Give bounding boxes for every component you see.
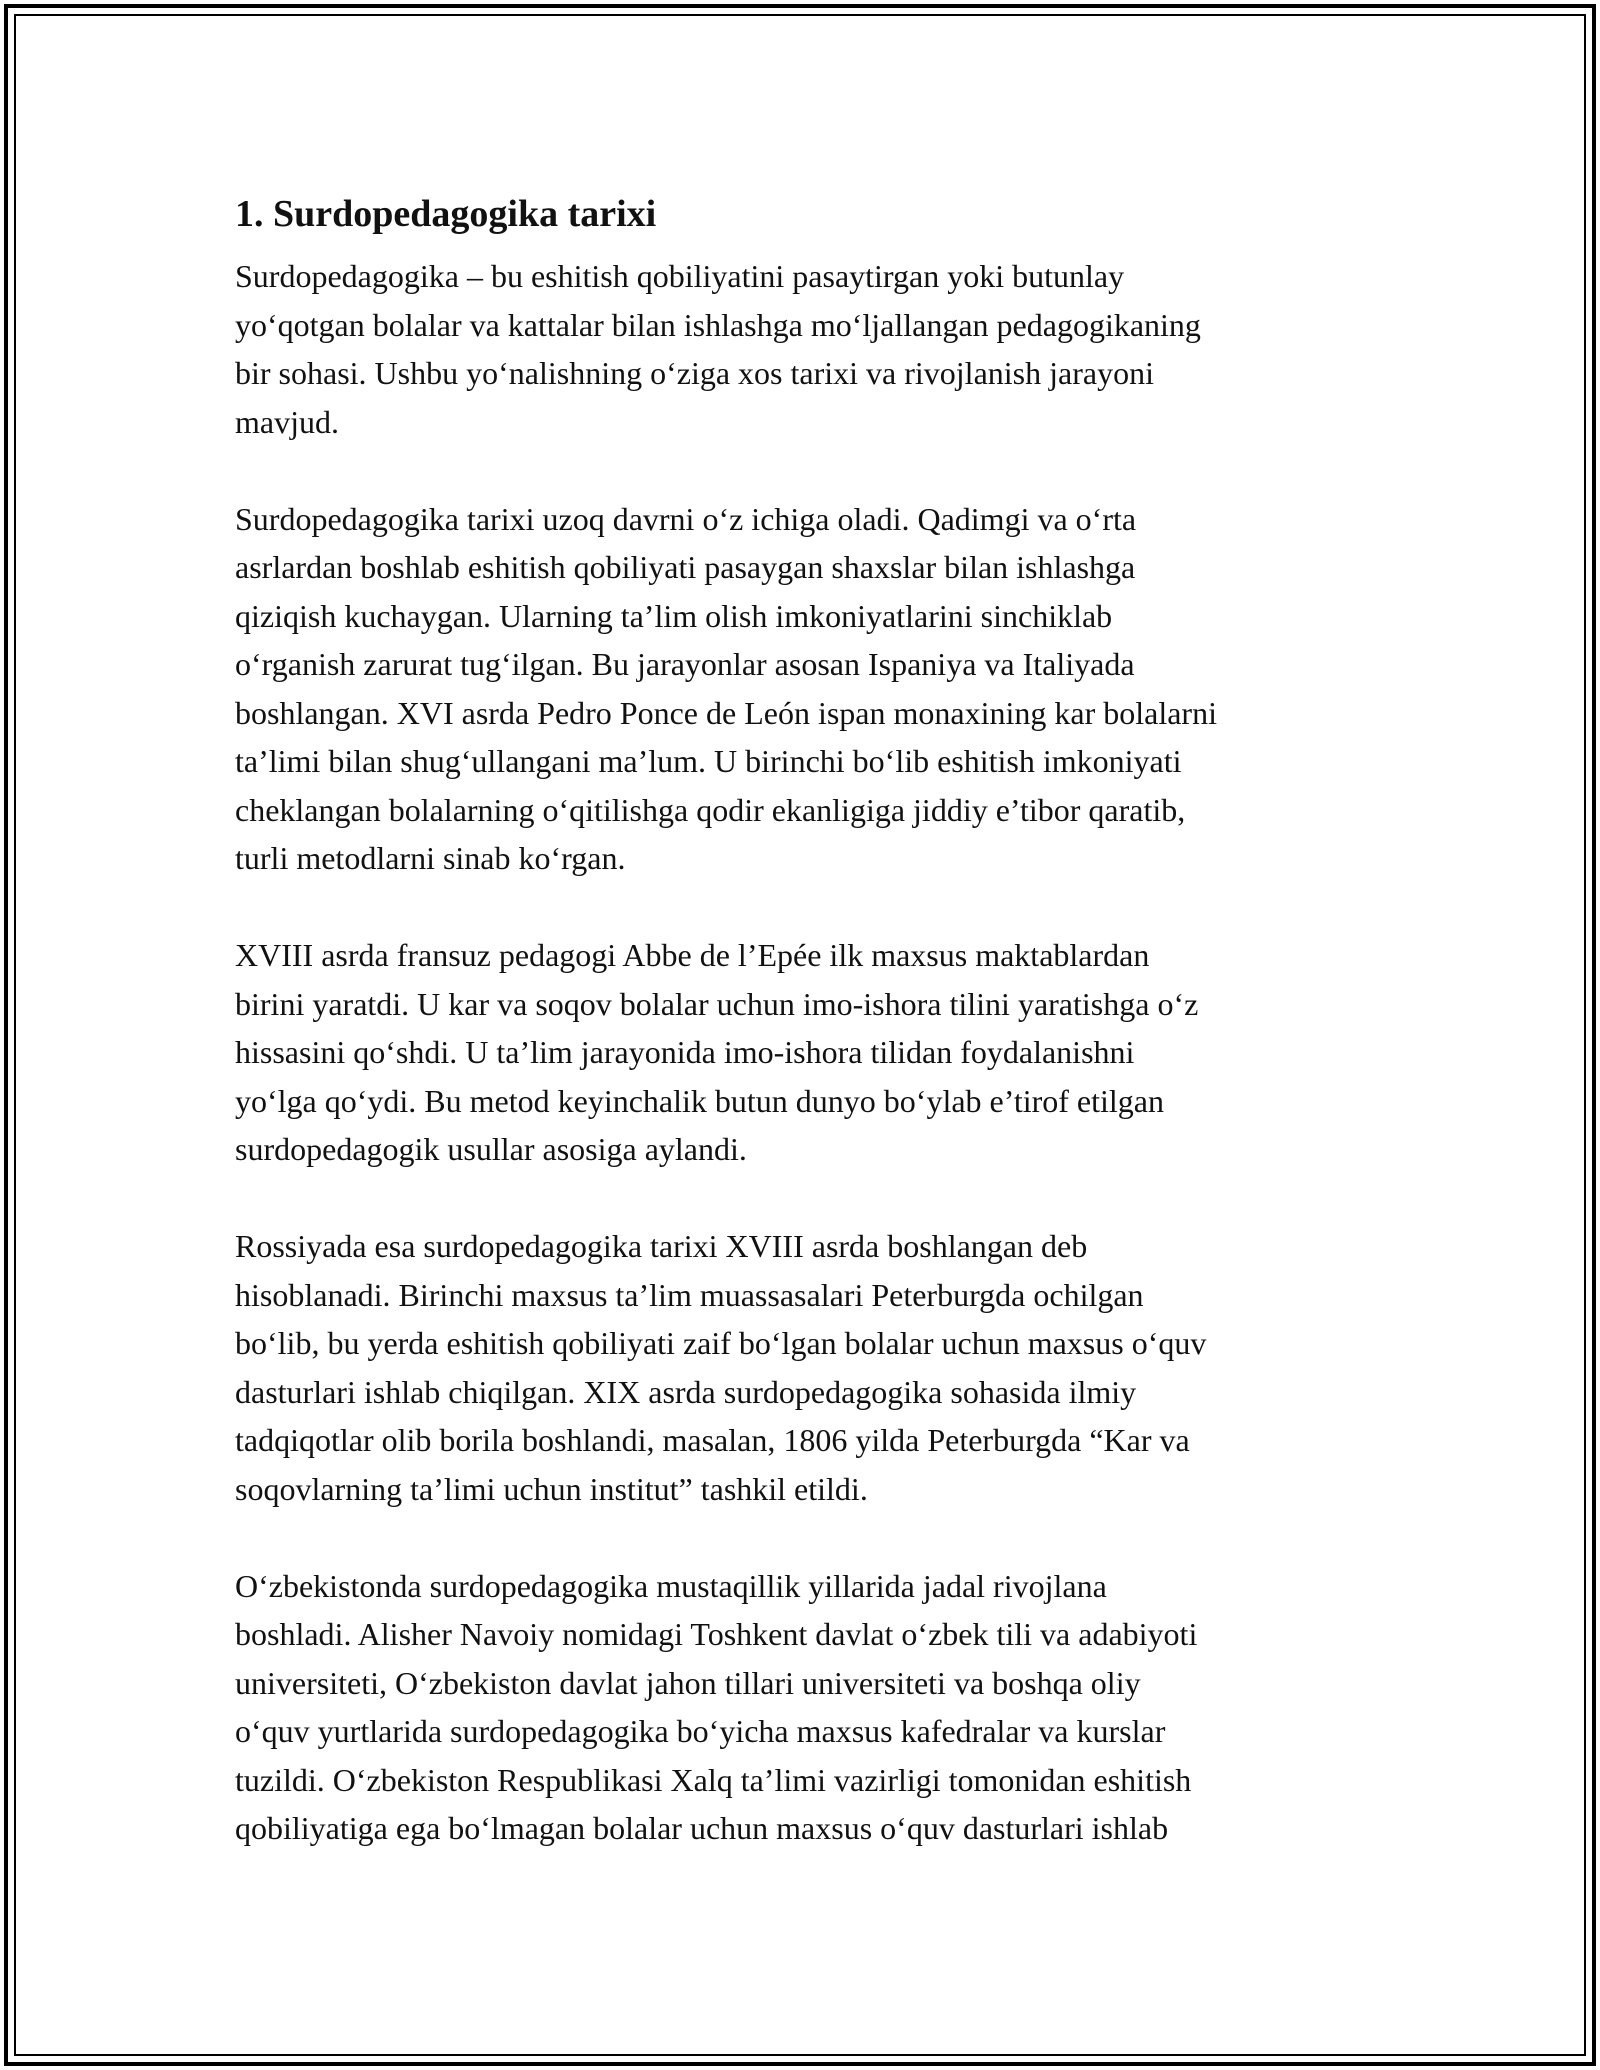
paragraph-definition: Surdopedagogika – bu eshitish qobiliyatini pasaytirgan yoki butunlay yo‘qotgan bolalar va kattalar bilan ishlashga mo‘ljallangan pedagogikaning bir sohasi. Ushbu yo‘nalishning o‘ziga xos tarixi va rivojlanish jarayoni mavjud. [235, 258, 1201, 440]
section-heading: 1. Surdopedagogika tarixi [235, 193, 657, 235]
paragraph-france: XVIII asrda fransuz pedagogi Abbe de l’Epée ilk maxsus maktablardan birini yaratdi. U kar va soqov bolalar uchun imo-ishora tilini yaratishga o‘z hissasini qo‘shdi. U ta’lim jarayonida imo-ishora tilidan foydalanishni yo‘lga qo‘ydi. Bu metod keyinchalik butun dunyo bo‘ylab e’tirof etilgan surdopedagogik usullar asosiga aylandi. [235, 937, 1199, 1167]
paragraph-early-history: Surdopedagogika tarixi uzoq davrni o‘z ichiga oladi. Qadimgi va o‘rta asrlardan boshlab eshitish qobiliyati pasaygan shaxslar bilan ishlashga qiziqish kuchaygan. Ularning ta’lim olish imkoniyatlarini sinchiklab o‘rganish zarurat tug‘ilgan. Bu jarayonlar asosan Ispaniya va Italiyada boshlangan. XVI asrda Pedro Ponce de León ispan monaxining kar bolalarni ta’limi bilan shug‘ullangani ma’lum. U birinchi bo‘lib eshitish imkoniyati cheklangan bolalarning o‘qitilishga qodir ekanligiga jiddiy e’tibor qaratib, turli metodlarni sinab ko‘rgan. [235, 500, 1217, 876]
paragraph-russia: Rossiyada esa surdopedagogika tarixi XVIII asrda boshlangan deb hisoblanadi. Birinchi maxsus ta’lim muassasalari Peterburgda ochilgan bo‘lib, bu yerda eshitish qobiliyati zaif bo‘lgan bolalar uchun maxsus o‘quv dasturlari ishlab chiqilgan. XIX asrda surdopedagogika sohasida ilmiy tadqiqotlar olib borila boshlandi, masalan, 1806 yilda Peterburgda “Kar va soqovlarning ta’limi uchun institut” tashkil etildi. [235, 1228, 1207, 1507]
document-body [235, 188, 1375, 1901]
paragraph-uzbekistan: O‘zbekistonda surdopedagogika mustaqillik yillarida jadal rivojlana boshladi. Alisher Navoiy nomidagi Toshkent davlat o‘zbek tili va adabiyoti universiteti, O‘zbekiston davlat jahon tillari universiteti va boshqa oliy o‘quv yurtlarida surdopedagogika bo‘yicha maxsus kafedralar va kurslar tuzildi. O‘zbekiston Respublikasi Xalq ta’limi vazirligi tomonidan eshitish qobiliyatiga ega bo‘lmagan bolalar uchun maxsus o‘quv dasturlari ishlab [235, 1567, 1198, 1846]
